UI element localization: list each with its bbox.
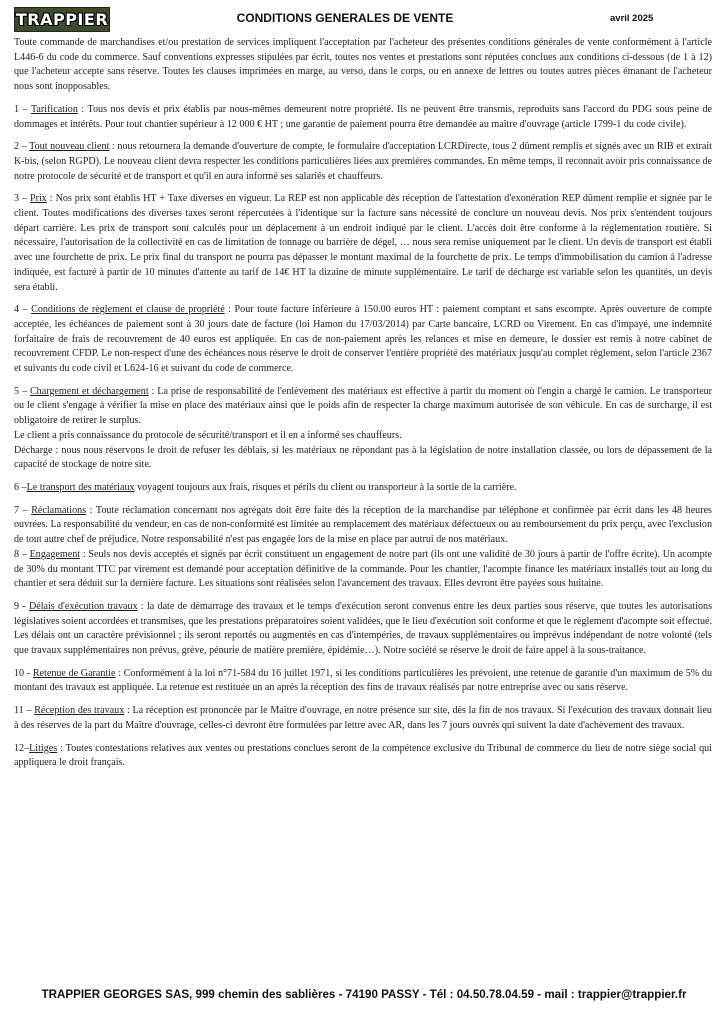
section-text: La prise de responsabilité de l'enlèvement des matériaux est effective à partir du moment où l'engin a chargé le camion. Le transporteur ou le client s'engage à vérifier la mise en place des matériaux ainsi que le poids afin de respecter la charge maximum autorisée de son véhicule. En cas de surcharge, il est obligatoire de retirer le surplus. <box>14 385 713 427</box>
section-number: 5 – <box>14 385 30 397</box>
document-date: avril 2025 <box>610 13 654 24</box>
section-title: Engagement <box>29 548 81 560</box>
section-5-note: Le client a pris connaissance du protocole de sécurité/transport et il en a informé ses chauffeurs. <box>14 429 402 441</box>
section-5: 5 – Chargement et déchargement : La prise de responsabilité de l'enlèvement des matériaux est effective à partir du moment où l'engin a chargé le camion. Le transporteur ou le client s'engage à vérifier la mise en place des matériaux ainsi que le poids afin de respecter la charge maximum autorisée de son véhicule. En cas de surcharge, il est obligatoire de retirer le surplus. <box>14 385 713 427</box>
section-text: Nos prix sont établis HT + Taxe diverses en vigueur. La REP est non applicable dès réception de l'attestation d'exonération REP dûment remplie et signée par le client. Toutes modifications des diverses taxes seront répercutées à l'identique sur la facture sans nécessité de conclure un nouveau devis. Nos prix s'entendent toujours départ carrière. Les prix de transport sont calculés pour un déplacement à un endroit indiqué par le client. L'accès doit être conforme à la réglementation routière. Si nécessaire, l'autorisation de la collectivité en cas de limitation de tonnage ou barrière de dégel, … nous sera remise uniquement par le client. Un devis de transport est établi avec une fourchette de prix. Le prix final du transport ne pourra pas dépasser le montant maximal de la fourchette de prix. Le temps d'immobilisation du camion à l'adresse indiquée, est facturé à partir de 10 minutes d'attente au tarif de 14€ HT la dizaine de minute supplémentaire. Le tarif de décharge est variable selon les quantités, un devis sera établi. <box>14 193 712 293</box>
company-logo: TRAPPIER <box>14 7 110 32</box>
section-8: 8 – Engagement : Seuls nos devis acceptés et signés par écrit constituent un engagement de notre part (ils ont une validité de 30 jours à partir de l'offre écrite). Un acompte de 30% du montant TTC par virement est demandé pour acceptation définitive de la commande. Pour les chantier, l'acompte finance les matériaux installés tout au long du chantier et sera déduit sur la dernière facture. Les situations sont réalisées selon l'avancement des travaux. Elles devront être payées sous huitaine. <box>14 548 712 590</box>
section-number: 7 – <box>14 504 32 516</box>
section-text: Tous nos devis et prix établis par nous-mêmes demeurent notre propriété. Ils ne peuvent être transmis, reproduits sans l'accord du PDG sous peine de dommages et intérêts. Pour tout chantier supérieur à 12 000 € HT ; une garantie de paiement pourra être demandée au maître d'ouvrage (article 1799-1 du code civile). <box>14 103 712 130</box>
section-3: 3 – Prix : Nos prix sont établis HT + Taxe diverses en vigueur. La REP est non applicable dès réception de l'attestation d'exonération REP dûment remplie et signée par le client. Toutes modifications des diverses taxes seront répercutées à l'identique sur la facture sans nécessité de conclure un nouveau devis. Nos prix s'entendent toujours départ carrière. Les prix de transport sont calculés pour un déplacement à un endroit indiqué par le client. L'accès doit être conforme à la réglementation routière. Si nécessaire, l'autorisation de la collectivité en cas de limitation de tonnage ou barrière de dégel, … nous sera remise uniquement par le client. Un devis de transport est établi avec une fourchette de prix. Le prix final du transport ne pourra pas dépasser le montant maximal de la fourchette de prix. Le temps d'immobilisation du camion à l'adresse indiquée, est facturé à partir de 10 minutes d'attente au tarif de 14€ HT la dizaine de minute supplémentaire. Le tarif de décharge est variable selon les quantités, un devis sera établi. <box>14 193 712 293</box>
section-number: 10 - <box>14 667 33 679</box>
section-12: 12–Litiges : Toutes contestations relatives aux ventes ou prestations conclues seront de la compétence exclusive du Tribunal de commerce du lieu de notre siège social qui appliquera le droit français. <box>14 742 712 769</box>
section-title: Délais d'exécution travaux <box>28 600 138 612</box>
section-1: 1 – Tarification : Tous nos devis et prix établis par nous-mêmes demeurent notre propriété. Ils ne peuvent être transmis, reproduits sans l'accord du PDG sous peine de dommages et intérêts. Pour tout chantier supérieur à 12 000 € HT ; une garantie de paiement pourra être demandée au maître d'ouvrage (article 1799-1 du code civile). <box>14 103 712 130</box>
section-number: 1 – <box>14 103 31 115</box>
section-11: 11 – Réception des travaux : La réception est prononcée par le Maître d'ouvrage, en notre présence sur site, dès la fin de nos travaux. Si l'exécution des travaux donnait lieu à des réserves de la part du Maître d'ouvrage, celles-ci devront être formulées par lettre avec AR, dans les 7 jours ouvrés qui suivent la date d'achèvement des travaux. <box>14 705 712 731</box>
section-9: 9 - Délais d'exécution travaux : la date de démarrage des travaux et le temps d'exécution seront convenus entre les deux parties sous réserve, que toutes les autorisations législatives soient accordées et transmises, que les prestations préparatoires soient validées, que le lieu d'exécution soit conforme et que le règlement d'acompte soit effectué. Les délais ont un caractère prévisionnel ; ils seront reportés ou augmentés en cas d'intempéries, de travaux supplémentaires ou imprévus indépendant de notre volonté (tels que travaux supplémentaires non prévus, grève, pénurie de matière première, épidémie…). Notre société se réserve le droit de faire appel à la sous-traitance. <box>14 600 712 657</box>
section-title: Prix <box>30 193 47 205</box>
section-10: 10 - Retenue de Garantie : Conformément à la loi n°71-584 du 16 juillet 1971, si les conditions particulières les prévoient, une retenue de garantie d'un maximum de 5% du montant des travaux est appliquée. La retenue est restituée un an après la réception des fins de travaux réalisés par notre entreprise avec ou sans réserve. <box>14 667 712 694</box>
section-number: 11 – <box>14 705 35 717</box>
section-4: 4 – Conditions de règlement et clause de propriété : Pour toute facture inférieure à 150.00 euros HT : paiement comptant et sans escompte. Après ouverture de compte acceptée, les échéances de paiement sont à 30 jours date de facture (loi Hamon du 17/03/2014) par Carte bancaire, LCRD ou Virement. En cas d'impayé, une indemnité forfaitaire de frais de recouvrement de 40 euros est appliquée. En cas de non-paiement après les relances et mise en demeure, le dossier est remis à notre cabinet de recouvrement CFDP. Le non-respect d'une des échéances nous réserve le droit de conserver l'entière propriété des matériaux jusqu'au complet règlement, selon l'article 2367 et suivants du code civil et L624-16 et suivant du code de commerce. <box>14 304 712 375</box>
section-6 <box>14 481 712 496</box>
section-number: 12– <box>14 742 30 754</box>
section-text: Toutes contestations relatives aux ventes ou prestations conclues seront de la compétence exclusive du Tribunal de commerce du lieu de notre siège social qui appliquera le droit français. <box>14 742 712 769</box>
section-text: la date de démarrage des travaux et le temps d'exécution seront convenus entre les deux parties sous réserve, que toutes les autorisations législatives soient accordées et transmises, que les prestations préparatoires soient validées, que le lieu d'exécution soit conforme et que le règlement d'acompte soit effectué. Les délais ont un caractère prévisionnel ; ils seront reportés ou augmentés en cas d'intempéries, de travaux supplémentaires ou imprévus indépendant de notre volonté (tels que travaux supplémentaires non prévus, grève, pénurie de matière première, épidémie…). Notre société se réserve le droit de faire appel à la sous-traitance. <box>14 600 712 657</box>
section-text: Toute réclamation concernant nos agrégats doit être faite dès la réception de la marchandise par téléphone et confirmée par écrit dans les 48 heures ouvrées. La responsabilité du vendeur, en cas de non-conformité est limitée au remplacement des matériaux défectueux ou au remboursement du prix perçu, avec l'exclusion de tout autre chef de préjudice. Notre responsabilité n'est pas engagée lors de la mise en place par autrui de nos matériaux. <box>14 504 712 546</box>
section-title: Chargement et déchargement <box>29 385 149 397</box>
section-text: nous retournera la demande d'ouverture de compte, le formulaire d'acceptation LCRDirecte, tous 2 dûment remplis et signés avec un RIB et extrait K-bis, (selon RGPD). Le nouveau client devra respecter les conditions particulières liées aux premières commandes. En même temps, il reconnait avoir pris connaissance de notre protocole de sécurité et de transport et qu'il en aura informé ses salariés et chauffeurs. <box>14 141 712 182</box>
section-number: 4 – <box>14 304 32 316</box>
section-title: Retenue de Garantie <box>32 667 116 679</box>
section-title: Conditions de règlement et clause de propriété <box>31 304 225 316</box>
section-title: Réception des travaux <box>34 705 125 717</box>
section-number: 6 – <box>14 481 27 493</box>
section-number: 3 – <box>14 193 31 205</box>
section-7: 7 – Réclamations : Toute réclamation concernant nos agrégats doit être faite dès la réception de la marchandise par téléphone et confirmée par écrit dans les 48 heures ouvrées. La responsabilité du vendeur, en cas de non-conformité est limitée au remplacement des matériaux défectueux ou au remboursement du prix perçu, avec l'exclusion de tout autre chef de préjudice. Notre responsabilité n'est pas engagée lors de la mise en place par autrui de nos matériaux. <box>14 504 712 546</box>
section-text: voyagent toujours aux frais, risques et périls du client ou transporteur à la sortie de la carrière. <box>137 481 517 493</box>
section-text: La réception est prononcée par le Maître d'ouvrage, en notre présence sur site, dès la fin de nos travaux. Si l'exécution des travaux donnait lieu à des réserves de la part du Maître d'ouvrage, celles-ci devront être formulées par lettre avec AR, dans les 7 jours ouvrés qui suivent la date d'achèvement des travaux. <box>14 705 712 731</box>
section-title: Tout nouveau client <box>29 141 110 153</box>
section-text: Seuls nos devis acceptés et signés par écrit constituent un engagement de notre part (ils ont une validité de 30 jours à partir de l'offre écrite). Un acompte de 30% du montant TTC par virement est demandé pour acceptation définitive de la commande. Pour les chantier, l'acompte finance les matériaux installés tout au long du chantier et sera déduit sur la dernière facture. Les situations sont réalisées selon l'avancement des travaux. Elles devront être payées sous huitaine. <box>14 548 712 590</box>
section-title: Litiges <box>29 742 58 754</box>
section-title: Réclamations <box>31 504 87 516</box>
section-number: 8 – <box>14 548 30 560</box>
section-number: 9 - <box>14 600 29 612</box>
section-number: 2 – <box>14 141 30 153</box>
page-title: CONDITIONS GENERALES DE VENTE <box>236 11 454 25</box>
document-body <box>14 36 712 779</box>
section-title: Le transport des matériaux <box>26 481 135 493</box>
section-title: Tarification <box>30 103 78 115</box>
intro-paragraph: Toute commande de marchandises et/ou prestation de services impliquent l'acceptation par l'acheteur des présentes conditions générales de vente conformément à l'article L446-6 du code du commerce. Sauf conventions expresses stipulées par écrit, toutes nos ventes et prestations sont réputées conclues aux conditions ci-dessous (de 1 à 12) que l'acheteur accepte sans réserve. Toutes les clauses imprimées en marge, au verso, dans le corps, ou en annexe de lettres ou toutes autres pièces émanant de l'acheteur nous sont inopposables. <box>14 37 712 93</box>
section-5-decharge: Décharge : nous nous réservons le droit de refuser les déblais, si les matériaux ne répondant pas à la législation de notre installation classée, ou lors de dépassement de la capacité de stockage de notre site. <box>14 444 712 471</box>
section-text: Conformément à la loi n°71-584 du 16 juillet 1971, si les conditions particulières les prévoient, une retenue de garantie d'un maximum de 5% du montant des travaux est appliquée. La retenue est restituée un an après la réception des fins de travaux réalisés par notre entreprise avec ou sans réserve. <box>14 667 712 694</box>
company-footer: TRAPPIER GEORGES SAS, 999 chemin des sablières - 74190 PASSY - Tél : 04.50.78.04.59 - mail : trappier@trappier.fr <box>41 988 687 1001</box>
section-text: Pour toute facture inférieure à 150.00 euros HT : paiement comptant et sans escompte. Après ouverture de compte acceptée, les échéances de paiement sont à 30 jours date de facture (loi Hamon du 17/03/2014) par Carte bancaire, LCRD ou Virement. En cas d'impayé, une indemnité forfaitaire de frais de recouvrement de 40 euros est appliquée. En cas de non-paiement après les relances et mise en demeure, le dossier est remis à notre cabinet de recouvrement CFDP. Le non-respect d'une des échéances nous réserve le droit de conserver l'entière propriété des matériaux jusqu'au complet règlement, selon l'article 2367 et suivants du code civil et L624-16 et suivant du code de commerce. <box>14 304 712 375</box>
section-2: 2 – Tout nouveau client : nous retournera la demande d'ouverture de compte, le formulaire d'acceptation LCRDirecte, tous 2 dûment remplis et signés avec un RIB et extrait K-bis, (selon RGPD). Le nouveau client devra respecter les conditions particulières liées aux premières commandes. En même temps, il reconnait avoir pris connaissance de notre protocole de sécurité et de transport et qu'il en aura informé ses salariés et chauffeurs. <box>14 141 712 182</box>
